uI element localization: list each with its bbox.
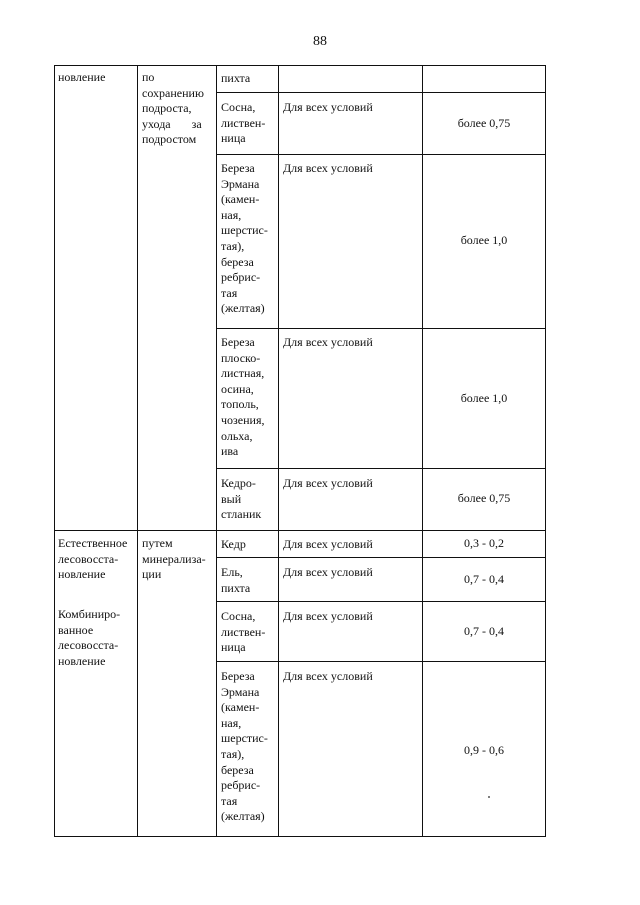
row-divider xyxy=(216,154,546,155)
value-cell: 0,7 - 0,4 xyxy=(464,624,504,638)
col-divider xyxy=(137,65,138,837)
condition-cell: Для всех условий xyxy=(283,537,373,551)
value-cell: 0,3 - 0,2 xyxy=(464,536,504,550)
technique-cell-bottom: путем минерализа- ции xyxy=(142,536,206,582)
method-cell-natural: Естественное лесовосста- новление xyxy=(58,536,128,582)
species-cell: Береза Эрмана (камен- ная, шерстис- тая), береза ребрис- тая (желтая) xyxy=(221,161,268,316)
species-cell: Береза плоско- листная, осина, тополь, чозения, ольха, ива xyxy=(221,335,265,459)
species-cell: Сосна, листвен- ница xyxy=(221,100,266,146)
value-cell: более 0,75 xyxy=(457,491,511,505)
row-divider xyxy=(216,557,546,558)
col-divider xyxy=(278,65,279,837)
value-cell: более 0,75 xyxy=(457,116,511,130)
row-divider xyxy=(216,328,546,329)
row-divider xyxy=(216,92,546,93)
scan-speck xyxy=(488,796,490,798)
row-divider xyxy=(216,468,546,469)
species-cell: Кедр xyxy=(221,537,246,551)
technique-cell-top: по сохранению подроста, ухода за подростом xyxy=(142,70,204,147)
page-number: 88 xyxy=(313,34,327,49)
table-left-border xyxy=(54,65,55,837)
species-cell: Ель, пихта xyxy=(221,565,251,595)
row-divider xyxy=(216,661,546,662)
table-top-border xyxy=(54,65,546,66)
value-cell: 0,9 - 0,6 xyxy=(464,743,504,757)
species-cell: Кедро- вый стланик xyxy=(221,476,262,522)
condition-cell: Для всех условий xyxy=(283,161,373,175)
species-cell: Сосна, листвен- ница xyxy=(221,609,266,655)
row-divider xyxy=(216,601,546,602)
section-divider xyxy=(54,530,546,531)
condition-cell: Для всех условий xyxy=(283,335,373,349)
method-cell-combined: Комбиниро- ванное лесовосста- новление xyxy=(58,607,121,668)
table-bottom-border xyxy=(54,836,546,837)
value-cell: 0,7 - 0,4 xyxy=(464,572,504,586)
table-right-border xyxy=(545,65,546,837)
species-cell: пихта xyxy=(221,71,251,85)
col-divider xyxy=(422,65,423,837)
species-cell: Береза Эрмана (камен- ная, шерстис- тая), береза ребрис- тая (желтая) xyxy=(221,669,268,824)
value-cell: более 1,0 xyxy=(460,233,508,247)
condition-cell: Для всех условий xyxy=(283,609,373,623)
col-divider xyxy=(216,65,217,837)
value-cell: более 1,0 xyxy=(460,391,508,405)
condition-cell: Для всех условий xyxy=(283,476,373,490)
condition-cell: Для всех условий xyxy=(283,100,373,114)
method-cell-top: новление xyxy=(58,70,106,84)
condition-cell: Для всех условий xyxy=(283,669,373,683)
condition-cell: Для всех условий xyxy=(283,565,373,579)
